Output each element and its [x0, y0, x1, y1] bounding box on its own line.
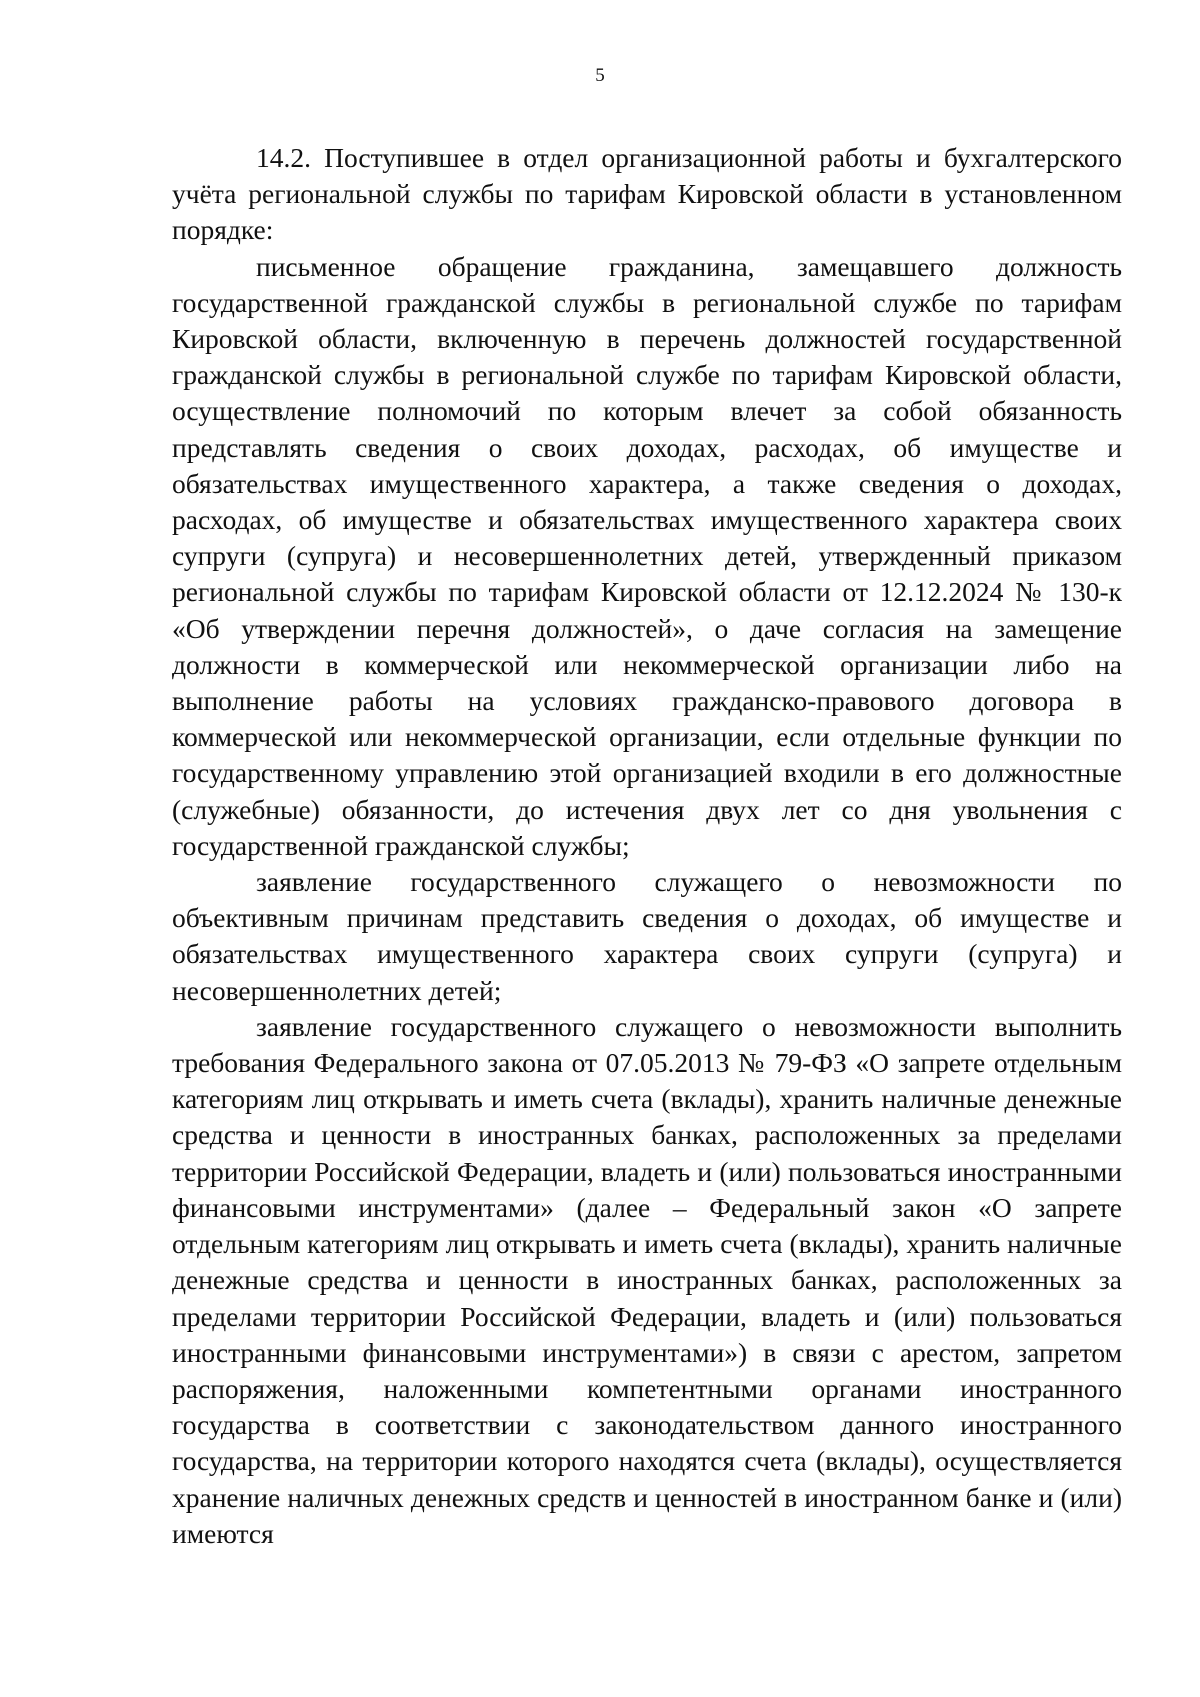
- paragraph-statement-79fz-impossibility: заявление государственного служащего о невозможности выполнить требования Федерального закона от 07.05.2013 № 79-ФЗ «О запрете отдельным категориям лиц открывать и иметь счета (вклады), хранить наличные денежные средства и ценности в иностранных банках, расположенных за пределами территории Российской Федерации, владеть и (или) пользоваться иностранными финансовыми инструментами» (далее – Федеральный закон «О запрете отдельным категориям лиц открывать и иметь счета (вклады), хранить наличные денежные средства и ценности в иностранных банках, расположенных за пределами территории Российской Федерации, владеть и (или) пользоваться иностранными финансовыми инструментами») в связи с арестом, запретом распоряжения, наложенными компетентными органами иностранного государства в соответствии с законодательством данного иностранного государства, на территории которого находятся счета (вклады), осуществляется хранение наличных денежных средств и ценностей в иностранном банке и (или) имеются: [172, 1010, 1122, 1549]
- paragraph-statement-income-impossibility: заявление государственного служащего о невозможности по объективным причинам представить сведения о доходах, об имуществе и обязательствах имущественного характера своих супруги (супруга) и несовершеннолетних детей;: [172, 866, 1122, 1006]
- paragraph-14-2-heading: 14.2. Поступившее в отдел организационной работы и бухгалтерского учёта региональной службы по тарифам Кировской области в установленном порядке:: [172, 142, 1122, 246]
- page-number: 5: [595, 65, 605, 86]
- document-body: [172, 140, 1122, 1552]
- paragraph-written-appeal: письменное обращение гражданина, замещавшего должность государственной гражданской службы в региональной службе по тарифам Кировской области, включенную в перечень должностей государственной гражданской службы в региональной службе по тарифам Кировской области, осуществление полномочий по которым влечет за собой обязанность представлять сведения о своих доходах, расходах, об имуществе и обязательствах имущественного характера, а также сведения о доходах, расходах, об имуществе и обязательствах имущественного характера своих супруги (супруга) и несовершеннолетних детей, утвержденный приказом региональной службы по тарифам Кировской области от 12.12.2024 № 130-к «Об утверждении перечня должностей», о даче согласия на замещение должности в коммерческой или некоммерческой организации либо на выполнение работы на условиях гражданско-правового договора в коммерческой или некоммерческой организации, если отдельные функции по государственному управлению этой организацией входили в его должностные (служебные) обязанности, до истечения двух лет со дня увольнения с государственной гражданской службы;: [172, 250, 1122, 861]
